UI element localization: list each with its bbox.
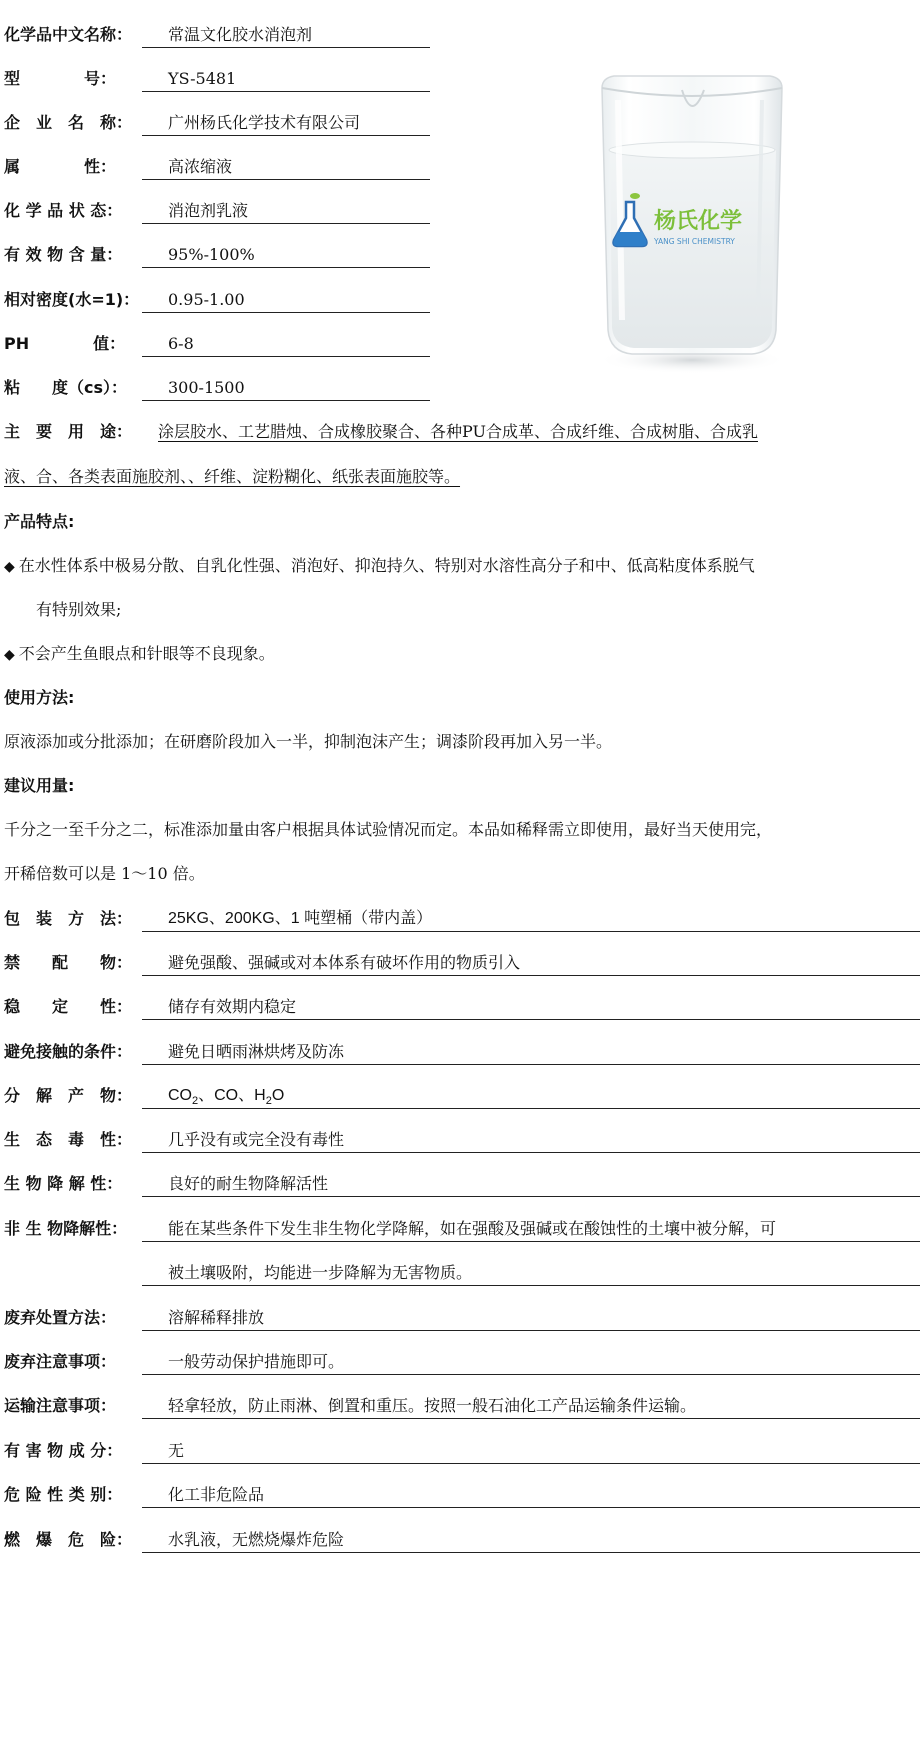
dosage-line2: 开稀倍数可以是 1～10 倍。 [4, 864, 205, 883]
label-state: 化 学 品 状 态： [4, 201, 123, 220]
value-nonbio-line2: 被土壤吸附，均能进一步降解为无害物质。 [142, 1260, 920, 1286]
value-transport: 轻拿轻放，防止雨淋、倒置和重压。按照一般石油化工产品运输条件运输。 [142, 1393, 920, 1419]
value-ecotoxicity: 几乎没有或完全没有毒性 [142, 1127, 920, 1153]
label-hazard-class: 危 险 性 类 别： [4, 1485, 123, 1504]
value-packaging: 25KG、200KG、1 吨塑桶（带内盖） [142, 906, 920, 932]
label-transport: 运输注意事项： [4, 1396, 117, 1415]
value-usage-line2: 液、合、各类表面施胶剂、、纤维、淀粉糊化、纸张表面施胶等。 [4, 467, 461, 486]
decomp-mid: 、CO、H [198, 1087, 266, 1104]
label-disposal: 废弃处置方法： [4, 1308, 117, 1327]
value-company: 广州杨氏化学技术有限公司 [142, 110, 430, 136]
logo-brand-en: YANG SHI CHEMISTRY [654, 237, 735, 246]
value-decomposition [142, 1083, 920, 1109]
decomp-co2-co: CO [168, 1087, 192, 1104]
value-disposal-note: 一般劳动保护措施即可。 [142, 1349, 920, 1375]
method-text: 原液添加或分批添加；在研磨阶段加入一半，抑制泡沫产生；调漆阶段再加入另一半。 [4, 732, 613, 751]
value-explosion: 水乳液，无燃烧爆炸危险 [142, 1527, 920, 1553]
feature-item-2 [4, 641, 275, 668]
value-content: 95%-100% [142, 242, 430, 268]
label-model: 型 号： [4, 69, 117, 88]
logo-brand-cn: 杨氏化学 [654, 209, 743, 234]
feature-item-1-cont: 有特别效果; [36, 600, 122, 619]
label-nonbio: 非 生 物降解性： [4, 1219, 128, 1238]
label-content: 有 效 物 含 量： [4, 245, 123, 264]
value-incompatible: 避免强酸、强碱或对本体系有破坏作用的物质引入 [142, 950, 920, 976]
value-viscosity: 300-1500 [142, 375, 430, 401]
label-disposal-note: 废弃注意事项： [4, 1352, 117, 1371]
label-stability: 稳 定 性： [4, 997, 133, 1016]
label-biodegradation: 生 物 降 解 性： [4, 1174, 123, 1193]
value-stability: 储存有效期内稳定 [142, 994, 920, 1020]
label-company: 企 业 名 称： [4, 113, 133, 132]
value-chem-name: 常温文化胶水消泡剂 [142, 22, 430, 48]
value-property: 高浓缩液 [142, 154, 430, 180]
decomp-sub-2b: 2 [265, 1095, 272, 1108]
heading-dosage: 建议用量: [4, 776, 75, 795]
value-hazardous: 无 [142, 1438, 920, 1464]
label-hazardous: 有 害 物 成 分： [4, 1441, 123, 1460]
label-packaging: 包 装 方 法： [4, 909, 133, 928]
beaker-graphic [592, 60, 792, 380]
label-ph: PH 值： [4, 334, 126, 353]
value-state: 消泡剂乳液 [142, 198, 430, 224]
label-viscosity: 粘 度（cs）： [4, 378, 128, 397]
label-ecotoxicity: 生 态 毒 性： [4, 1130, 133, 1149]
value-usage-line1: 涂层胶水、工艺腊烛、合成橡胶聚合、各种PU合成革、合成纤维、合成树脂、合成乳 [158, 422, 758, 441]
label-explosion: 燃 爆 危 险： [4, 1530, 133, 1549]
heading-features: 产品特点: [4, 512, 75, 531]
heading-method: 使用方法: [4, 688, 75, 707]
decomp-o: O [271, 1087, 285, 1104]
label-density: 相对密度(水=1)： [4, 290, 140, 309]
label-avoid: 避免接触的条件： [4, 1042, 133, 1061]
value-disposal: 溶解稀释排放 [142, 1305, 920, 1331]
feature-item-1-text: 在水性体系中极易分散、自乳化性强、消泡好、抑泡持久、特别对水溶性高分子和中、低高粘度体系脱气 [18, 556, 755, 575]
label-decomposition: 分 解 产 物： [4, 1086, 133, 1105]
value-hazard-class: 化工非危险品 [142, 1482, 920, 1508]
feature-item-2-text: 不会产生鱼眼点和针眼等不良现象。 [18, 644, 275, 663]
label-incompatible: 禁 配 物： [4, 953, 133, 972]
value-avoid: 避免日晒雨淋烘烤及防冻 [142, 1039, 920, 1065]
product-beaker-image [592, 60, 792, 380]
bullet-diamond-icon: ◆ [4, 647, 15, 663]
value-biodegradation: 良好的耐生物降解活性 [142, 1171, 920, 1197]
value-nonbio-line1: 能在某些条件下发生非生物化学降解，如在强酸及强碱或在酸蚀性的土壤中被分解，可 [142, 1216, 920, 1242]
bullet-diamond-icon: ◆ [4, 559, 15, 575]
feature-item-1 [4, 553, 755, 580]
row-usage [4, 419, 914, 445]
dosage-line1: 千分之一至千分之二，标准添加量由客户根据具体试验情况而定。本品如稀释需立即使用，最好当天使用完， [4, 820, 773, 839]
row-nonbio [4, 1216, 920, 1242]
value-density: 0.95-1.00 [142, 287, 430, 313]
value-model: YS-5481 [142, 66, 430, 92]
label-property: 属 性： [4, 157, 117, 176]
label-chem-name: 化学品中文名称： [4, 25, 133, 44]
value-ph: 6-8 [142, 331, 430, 357]
decomp-sub-2a: 2 [192, 1095, 199, 1108]
label-usage: 主 要 用 途： [4, 422, 133, 441]
